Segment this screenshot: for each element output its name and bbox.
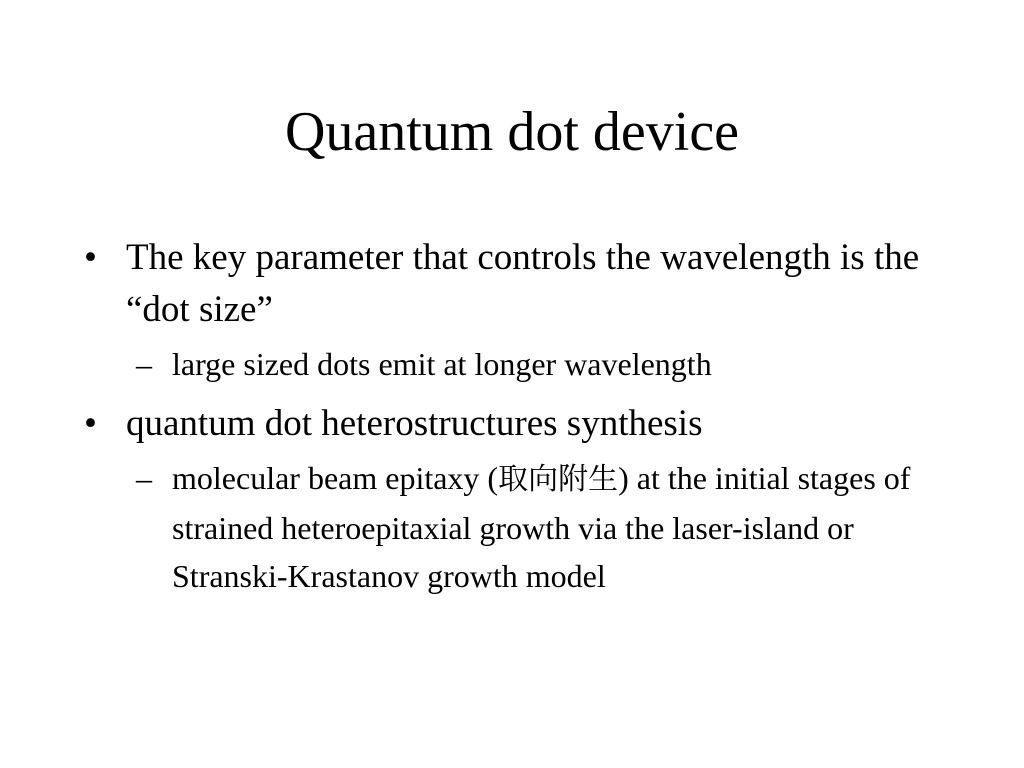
bullet-item [84,232,964,336]
subbullet-text-prefix: molecular beam epitaxy ( [172,460,499,496]
bullet-text: quantum dot heterostructures synthesis [126,403,703,444]
dash-icon: – [136,346,152,382]
dash-icon: – [136,460,152,496]
bullet-text: The key parameter that controls the wavelength is the “dot size” [126,237,920,330]
subbullet-text-suffix: ) at the initial stages of strained heteroepitaxial growth via the laser-island or Stranski-Krastanov growth model [172,460,911,594]
subbullet-item [126,340,964,388]
bullet-icon: • [84,237,97,278]
subbullet-text-cjk: 取向附生 [498,462,619,497]
subbullet-item [126,454,964,600]
slide-body [84,232,964,600]
slide-title: Quantum dot device [284,101,740,163]
bullet-icon: • [84,403,97,444]
subbullet-list [126,454,964,600]
subbullet-text: large sized dots emit at longer wavelength [172,346,712,382]
subbullet-list [126,340,964,388]
bullet-item [84,398,964,450]
